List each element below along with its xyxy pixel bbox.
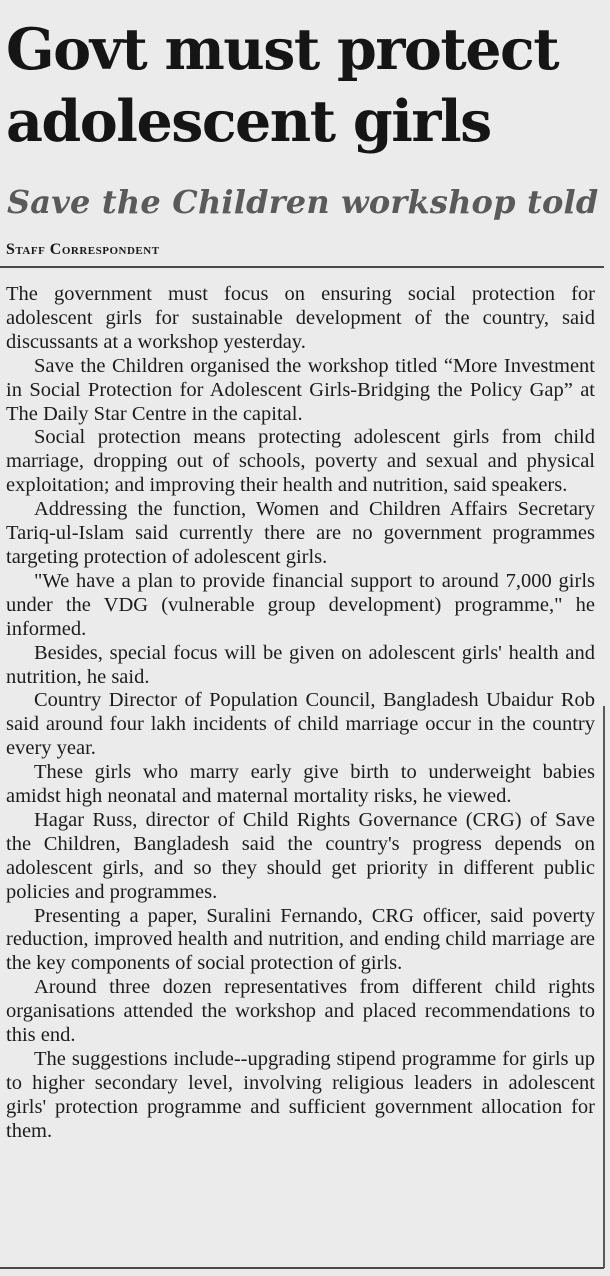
article-paragraph: Save the Children organised the workshop titled “More Investment in Social Protection for Adolescent Girls-Bridging the Policy Gap” at The Daily Star Centre in the capital. <box>6 354 595 425</box>
article-paragraph: Hagar Russ, director of Child Rights Governance (CRG) of Save the Children, Bangladesh said the country's progress depends on adolescent girls, and so they should get priority in different public policies and programmes. <box>6 808 595 903</box>
bottom-rule <box>0 1267 604 1269</box>
article-body <box>6 283 595 1144</box>
top-rule <box>0 266 604 268</box>
article-paragraph: These girls who marry early give birth to underweight babies amidst high neonatal and maternal mortality risks, he viewed. <box>6 761 595 808</box>
byline: Staff Correspondent <box>6 241 160 258</box>
article-paragraph: "We have a plan to provide financial support to around 7,000 girls under the VDG (vulnerable group development) programme," he informed. <box>6 569 595 640</box>
article-paragraph: The government must focus on ensuring social protection for adolescent girls for sustainable development of the country, said discussants at a workshop yesterday. <box>6 283 595 353</box>
article-paragraph: Around three dozen representatives from different child rights organisations attended the workshop and placed recommendations to this end. <box>6 976 595 1047</box>
article-paragraph: Besides, special focus will be given on adolescent girls' health and nutrition, he said. <box>6 641 595 688</box>
article-paragraph: Country Director of Population Council, Bangladesh Ubaidur Rob said around four lakh incidents of child marriage occur in the country every year. <box>6 689 595 760</box>
column-rule <box>603 706 605 1268</box>
headline: Govt must protect adolescent girls <box>6 16 559 155</box>
article-paragraph: Social protection means protecting adolescent girls from child marriage, dropping out of schools, poverty and sexual and physical exploitation; and improving their health and nutrition, said speakers. <box>6 426 595 497</box>
subheadline: Save the Children workshop told <box>7 183 599 221</box>
article-paragraph: The suggestions include--upgrading stipend programme for girls up to higher secondary level, involving religious leaders in adolescent girls' protection programme and sufficient government allocation for them. <box>6 1048 595 1142</box>
article-paragraph: Addressing the function, Women and Children Affairs Secretary Tariq-ul-Islam said currently there are no government programmes targeting protection of adolescent girls. <box>6 498 595 568</box>
article-paragraph: Presenting a paper, Suralini Fernando, CRG officer, said poverty reduction, improved health and nutrition, and ending child marriage are the key components of social protection of girls. <box>6 904 595 975</box>
